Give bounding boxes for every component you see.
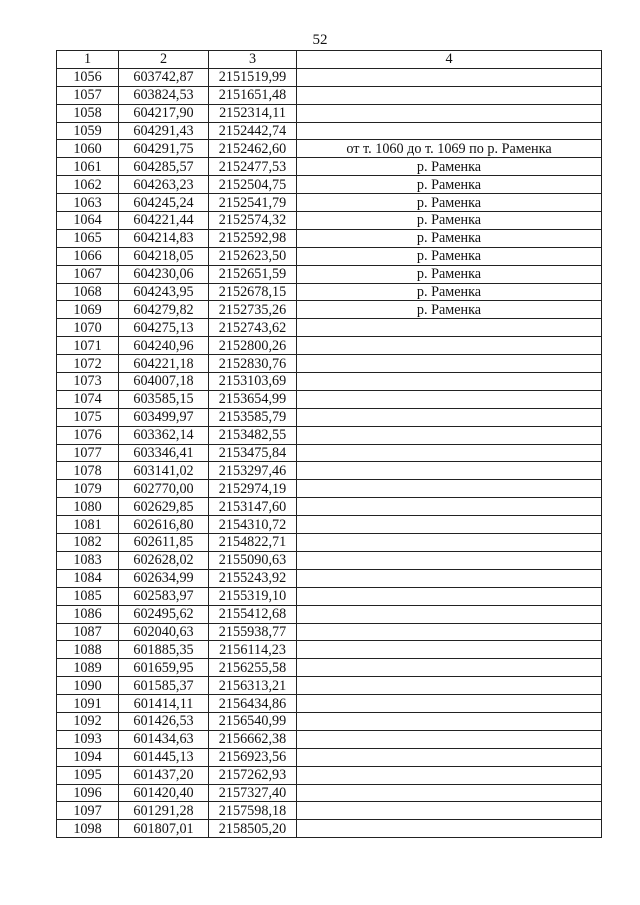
table-row xyxy=(57,444,602,462)
description-cell xyxy=(297,802,602,820)
table-row xyxy=(57,194,602,212)
header-col-3: 3 xyxy=(209,51,297,69)
y-coordinate-cell: 2156662,38 xyxy=(209,730,297,748)
y-coordinate-cell: 2153482,55 xyxy=(209,426,297,444)
table-row xyxy=(57,587,602,605)
x-coordinate-cell: 604221,44 xyxy=(119,212,209,230)
y-coordinate-cell: 2155319,10 xyxy=(209,587,297,605)
x-coordinate-cell: 604243,95 xyxy=(119,283,209,301)
coordinates-table xyxy=(56,50,602,838)
y-coordinate-cell: 2152743,62 xyxy=(209,319,297,337)
point-number-cell: 1074 xyxy=(57,390,119,408)
table-row xyxy=(57,319,602,337)
page-number: 52 xyxy=(312,32,328,48)
y-coordinate-cell: 2152462,60 xyxy=(209,140,297,158)
point-number-cell: 1066 xyxy=(57,247,119,265)
description-cell xyxy=(297,355,602,373)
table-row xyxy=(57,623,602,641)
x-coordinate-cell: 602634,99 xyxy=(119,569,209,587)
description-cell: р. Раменка xyxy=(297,212,602,230)
x-coordinate-cell: 604230,06 xyxy=(119,265,209,283)
y-coordinate-cell: 2152314,11 xyxy=(209,104,297,122)
description-cell xyxy=(297,337,602,355)
x-coordinate-cell: 603141,02 xyxy=(119,462,209,480)
point-number-cell: 1077 xyxy=(57,444,119,462)
y-coordinate-cell: 2156434,86 xyxy=(209,695,297,713)
description-cell xyxy=(297,587,602,605)
description-cell: р. Раменка xyxy=(297,176,602,194)
description-cell: от т. 1060 до т. 1069 по р. Раменка xyxy=(297,140,602,158)
y-coordinate-cell: 2152800,26 xyxy=(209,337,297,355)
y-coordinate-cell: 2152541,79 xyxy=(209,194,297,212)
point-number-cell: 1062 xyxy=(57,176,119,194)
table-row xyxy=(57,605,602,623)
y-coordinate-cell: 2156313,21 xyxy=(209,677,297,695)
y-coordinate-cell: 2155938,77 xyxy=(209,623,297,641)
description-cell xyxy=(297,695,602,713)
y-coordinate-cell: 2157262,93 xyxy=(209,766,297,784)
y-coordinate-cell: 2158505,20 xyxy=(209,820,297,838)
table-row xyxy=(57,337,602,355)
table-row xyxy=(57,229,602,247)
table-row xyxy=(57,766,602,784)
table-row xyxy=(57,802,602,820)
header-col-1: 1 xyxy=(57,51,119,69)
description-cell: р. Раменка xyxy=(297,283,602,301)
point-number-cell: 1059 xyxy=(57,122,119,140)
point-number-cell: 1081 xyxy=(57,516,119,534)
description-cell xyxy=(297,104,602,122)
y-coordinate-cell: 2152678,15 xyxy=(209,283,297,301)
y-coordinate-cell: 2153147,60 xyxy=(209,498,297,516)
y-coordinate-cell: 2152592,98 xyxy=(209,229,297,247)
y-coordinate-cell: 2156255,58 xyxy=(209,659,297,677)
y-coordinate-cell: 2153297,46 xyxy=(209,462,297,480)
x-coordinate-cell: 604279,82 xyxy=(119,301,209,319)
description-cell xyxy=(297,68,602,86)
point-number-cell: 1078 xyxy=(57,462,119,480)
description-cell xyxy=(297,677,602,695)
point-number-cell: 1085 xyxy=(57,587,119,605)
x-coordinate-cell: 603499,97 xyxy=(119,408,209,426)
description-cell xyxy=(297,766,602,784)
description-cell xyxy=(297,122,602,140)
x-coordinate-cell: 602583,97 xyxy=(119,587,209,605)
description-cell xyxy=(297,820,602,838)
point-number-cell: 1086 xyxy=(57,605,119,623)
table-row xyxy=(57,158,602,176)
point-number-cell: 1089 xyxy=(57,659,119,677)
y-coordinate-cell: 2156114,23 xyxy=(209,641,297,659)
description-cell: р. Раменка xyxy=(297,247,602,265)
point-number-cell: 1058 xyxy=(57,104,119,122)
table-body xyxy=(57,68,602,837)
table-row xyxy=(57,677,602,695)
x-coordinate-cell: 604218,05 xyxy=(119,247,209,265)
x-coordinate-cell: 604007,18 xyxy=(119,373,209,391)
table-row xyxy=(57,784,602,802)
point-number-cell: 1092 xyxy=(57,712,119,730)
y-coordinate-cell: 2153654,99 xyxy=(209,390,297,408)
point-number-cell: 1071 xyxy=(57,337,119,355)
y-coordinate-cell: 2157598,18 xyxy=(209,802,297,820)
x-coordinate-cell: 604285,57 xyxy=(119,158,209,176)
table-row xyxy=(57,695,602,713)
description-cell: р. Раменка xyxy=(297,158,602,176)
table-row xyxy=(57,373,602,391)
x-coordinate-cell: 601426,53 xyxy=(119,712,209,730)
point-number-cell: 1091 xyxy=(57,695,119,713)
point-number-cell: 1087 xyxy=(57,623,119,641)
table-row xyxy=(57,104,602,122)
y-coordinate-cell: 2153475,84 xyxy=(209,444,297,462)
y-coordinate-cell: 2154310,72 xyxy=(209,516,297,534)
point-number-cell: 1080 xyxy=(57,498,119,516)
description-cell xyxy=(297,444,602,462)
y-coordinate-cell: 2153103,69 xyxy=(209,373,297,391)
description-cell xyxy=(297,516,602,534)
description-cell xyxy=(297,319,602,337)
y-coordinate-cell: 2151519,99 xyxy=(209,68,297,86)
description-cell xyxy=(297,623,602,641)
table-header-row xyxy=(57,51,602,69)
x-coordinate-cell: 602040,63 xyxy=(119,623,209,641)
x-coordinate-cell: 604214,83 xyxy=(119,229,209,247)
point-number-cell: 1096 xyxy=(57,784,119,802)
point-number-cell: 1057 xyxy=(57,86,119,104)
point-number-cell: 1067 xyxy=(57,265,119,283)
point-number-cell: 1083 xyxy=(57,551,119,569)
y-coordinate-cell: 2152651,59 xyxy=(209,265,297,283)
table-row xyxy=(57,265,602,283)
point-number-cell: 1076 xyxy=(57,426,119,444)
point-number-cell: 1070 xyxy=(57,319,119,337)
description-cell: р. Раменка xyxy=(297,301,602,319)
y-coordinate-cell: 2155412,68 xyxy=(209,605,297,623)
table-row xyxy=(57,355,602,373)
point-number-cell: 1079 xyxy=(57,480,119,498)
table-row xyxy=(57,516,602,534)
table-row xyxy=(57,730,602,748)
y-coordinate-cell: 2154822,71 xyxy=(209,534,297,552)
y-coordinate-cell: 2152974,19 xyxy=(209,480,297,498)
description-cell xyxy=(297,730,602,748)
y-coordinate-cell: 2157327,40 xyxy=(209,784,297,802)
description-cell xyxy=(297,784,602,802)
point-number-cell: 1082 xyxy=(57,534,119,552)
x-coordinate-cell: 604263,23 xyxy=(119,176,209,194)
x-coordinate-cell: 601437,20 xyxy=(119,766,209,784)
table-row xyxy=(57,390,602,408)
description-cell xyxy=(297,605,602,623)
x-coordinate-cell: 604240,96 xyxy=(119,337,209,355)
table-row xyxy=(57,176,602,194)
x-coordinate-cell: 602495,62 xyxy=(119,605,209,623)
x-coordinate-cell: 604291,43 xyxy=(119,122,209,140)
y-coordinate-cell: 2152623,50 xyxy=(209,247,297,265)
x-coordinate-cell: 603742,87 xyxy=(119,68,209,86)
y-coordinate-cell: 2151651,48 xyxy=(209,86,297,104)
point-number-cell: 1061 xyxy=(57,158,119,176)
description-cell xyxy=(297,641,602,659)
table-row xyxy=(57,820,602,838)
table-row xyxy=(57,551,602,569)
description-cell xyxy=(297,534,602,552)
table-row xyxy=(57,212,602,230)
x-coordinate-cell: 603346,41 xyxy=(119,444,209,462)
description-cell: р. Раменка xyxy=(297,194,602,212)
table-row xyxy=(57,498,602,516)
table-row xyxy=(57,659,602,677)
description-cell xyxy=(297,390,602,408)
x-coordinate-cell: 601807,01 xyxy=(119,820,209,838)
description-cell xyxy=(297,86,602,104)
point-number-cell: 1097 xyxy=(57,802,119,820)
point-number-cell: 1056 xyxy=(57,68,119,86)
point-number-cell: 1094 xyxy=(57,748,119,766)
table-row xyxy=(57,462,602,480)
x-coordinate-cell: 604291,75 xyxy=(119,140,209,158)
point-number-cell: 1093 xyxy=(57,730,119,748)
table-row xyxy=(57,408,602,426)
point-number-cell: 1088 xyxy=(57,641,119,659)
x-coordinate-cell: 601659,95 xyxy=(119,659,209,677)
description-cell xyxy=(297,712,602,730)
header-col-2: 2 xyxy=(119,51,209,69)
x-coordinate-cell: 603362,14 xyxy=(119,426,209,444)
table-row xyxy=(57,68,602,86)
table-row xyxy=(57,247,602,265)
table-row xyxy=(57,712,602,730)
x-coordinate-cell: 603585,15 xyxy=(119,390,209,408)
x-coordinate-cell: 604221,18 xyxy=(119,355,209,373)
x-coordinate-cell: 601434,63 xyxy=(119,730,209,748)
point-number-cell: 1065 xyxy=(57,229,119,247)
x-coordinate-cell: 604245,24 xyxy=(119,194,209,212)
point-number-cell: 1090 xyxy=(57,677,119,695)
y-coordinate-cell: 2153585,79 xyxy=(209,408,297,426)
x-coordinate-cell: 602629,85 xyxy=(119,498,209,516)
table-row xyxy=(57,140,602,158)
description-cell xyxy=(297,480,602,498)
table-row xyxy=(57,569,602,587)
x-coordinate-cell: 602611,85 xyxy=(119,534,209,552)
point-number-cell: 1072 xyxy=(57,355,119,373)
description-cell: р. Раменка xyxy=(297,265,602,283)
description-cell xyxy=(297,462,602,480)
description-cell xyxy=(297,373,602,391)
table-row xyxy=(57,534,602,552)
y-coordinate-cell: 2155243,92 xyxy=(209,569,297,587)
x-coordinate-cell: 601445,13 xyxy=(119,748,209,766)
table-row xyxy=(57,283,602,301)
y-coordinate-cell: 2156923,56 xyxy=(209,748,297,766)
point-number-cell: 1098 xyxy=(57,820,119,838)
y-coordinate-cell: 2155090,63 xyxy=(209,551,297,569)
description-cell: р. Раменка xyxy=(297,229,602,247)
y-coordinate-cell: 2152574,32 xyxy=(209,212,297,230)
y-coordinate-cell: 2152830,76 xyxy=(209,355,297,373)
x-coordinate-cell: 601420,40 xyxy=(119,784,209,802)
table-row xyxy=(57,480,602,498)
point-number-cell: 1075 xyxy=(57,408,119,426)
description-cell xyxy=(297,748,602,766)
x-coordinate-cell: 601291,28 xyxy=(119,802,209,820)
table-row xyxy=(57,426,602,444)
description-cell xyxy=(297,569,602,587)
x-coordinate-cell: 602770,00 xyxy=(119,480,209,498)
x-coordinate-cell: 603824,53 xyxy=(119,86,209,104)
y-coordinate-cell: 2152442,74 xyxy=(209,122,297,140)
description-cell xyxy=(297,408,602,426)
x-coordinate-cell: 601585,37 xyxy=(119,677,209,695)
table-row xyxy=(57,86,602,104)
y-coordinate-cell: 2156540,99 xyxy=(209,712,297,730)
x-coordinate-cell: 604217,90 xyxy=(119,104,209,122)
table-row xyxy=(57,748,602,766)
point-number-cell: 1063 xyxy=(57,194,119,212)
y-coordinate-cell: 2152735,26 xyxy=(209,301,297,319)
description-cell xyxy=(297,551,602,569)
x-coordinate-cell: 601414,11 xyxy=(119,695,209,713)
table-row xyxy=(57,301,602,319)
point-number-cell: 1068 xyxy=(57,283,119,301)
y-coordinate-cell: 2152504,75 xyxy=(209,176,297,194)
x-coordinate-cell: 602616,80 xyxy=(119,516,209,534)
point-number-cell: 1095 xyxy=(57,766,119,784)
description-cell xyxy=(297,498,602,516)
description-cell xyxy=(297,426,602,444)
table-row xyxy=(57,122,602,140)
point-number-cell: 1060 xyxy=(57,140,119,158)
description-cell xyxy=(297,659,602,677)
header-col-4: 4 xyxy=(297,51,602,69)
table-row xyxy=(57,641,602,659)
point-number-cell: 1084 xyxy=(57,569,119,587)
point-number-cell: 1069 xyxy=(57,301,119,319)
point-number-cell: 1064 xyxy=(57,212,119,230)
x-coordinate-cell: 601885,35 xyxy=(119,641,209,659)
x-coordinate-cell: 604275,13 xyxy=(119,319,209,337)
x-coordinate-cell: 602628,02 xyxy=(119,551,209,569)
y-coordinate-cell: 2152477,53 xyxy=(209,158,297,176)
point-number-cell: 1073 xyxy=(57,373,119,391)
